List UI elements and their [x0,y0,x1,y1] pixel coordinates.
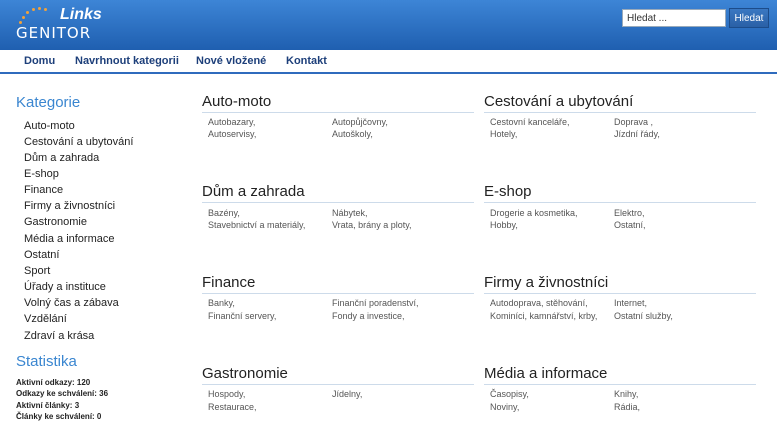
subcategory-link[interactable]: Finanční poradenství, [332,298,419,308]
sidebar-item-eshop[interactable]: E-shop [24,168,59,180]
search-input[interactable] [622,9,726,27]
header-bar [0,0,777,50]
nav-new-added[interactable]: Nové vložené [196,55,267,67]
subcategory-link[interactable]: Finanční servery, [208,311,277,321]
category-title[interactable]: E-shop [484,183,532,200]
category-block [202,182,474,203]
category-title[interactable]: Finance [202,274,256,291]
subcategory-link[interactable]: Jídelny, [332,389,363,399]
subcategory-link[interactable]: Časopisy, [490,389,529,399]
site-logo[interactable] [16,4,126,46]
sidebar-item-finance[interactable]: Finance [24,184,64,196]
main-nav [0,50,777,74]
sidebar-categories-title: Kategorie [16,94,81,111]
subcategory-link[interactable]: Noviny, [490,402,520,412]
subcategory-link[interactable]: Nábytek, [332,208,368,218]
category-block [202,273,474,294]
sidebar-item-sport[interactable]: Sport [24,265,51,277]
category-title[interactable]: Firmy a živnostníci [484,274,609,291]
subcategory-link[interactable]: Bazény, [208,208,240,218]
nav-suggest-category[interactable]: Navrhnout kategorii [75,55,179,67]
category-title[interactable]: Gastronomie [202,365,288,382]
subcategory-link[interactable]: Internet, [614,298,648,308]
logo-text-links: Links [60,6,102,23]
sidebar-item-dum-zahrada[interactable]: Dům a zahrada [24,152,100,164]
sidebar-stats-title: Statistika [16,353,77,370]
category-block [484,273,756,294]
sidebar-item-gastronomie[interactable]: Gastronomie [24,216,87,228]
category-title[interactable]: Dům a zahrada [202,183,305,200]
subcategory-link[interactable]: Banky, [208,298,235,308]
category-title[interactable]: Média a informace [484,365,608,382]
subcategory-link[interactable]: Autoškoly, [332,129,373,139]
subcategory-link[interactable]: Knihy, [614,389,639,399]
logo-text-genitor: GENITOR [16,24,92,42]
category-title[interactable]: Auto-moto [202,93,272,110]
subcategory-link[interactable]: Hotely, [490,129,518,139]
category-title[interactable]: Cestování a ubytování [484,93,634,110]
subcategory-link[interactable]: Autopůjčovny, [332,117,388,127]
subcategory-link[interactable]: Doprava , [614,117,654,127]
subcategory-link[interactable]: Autodoprava, stěhování, [490,298,588,308]
nav-contact[interactable]: Kontakt [286,55,327,67]
subcategory-link[interactable]: Drogerie a kosmetika, [490,208,578,218]
subcategory-link[interactable]: Hospody, [208,389,246,399]
category-block [484,182,756,203]
sidebar-item-cestovani[interactable]: Cestování a ubytování [24,136,134,148]
sidebar-item-ostatni[interactable]: Ostatní [24,249,60,261]
sidebar-item-media[interactable]: Média a informace [24,233,115,245]
subcategory-link[interactable]: Vrata, brány a ploty, [332,220,412,230]
sidebar-item-zdravi[interactable]: Zdraví a krása [24,330,95,342]
subcategory-link[interactable]: Kominíci, kamnářství, krby, [490,311,598,321]
subcategory-link[interactable]: Ostatní služby, [614,311,673,321]
category-block [484,364,756,385]
sidebar-item-auto-moto[interactable]: Auto-moto [24,120,75,132]
stat-active-articles: Aktivní články: 3 [16,401,80,410]
subcategory-link[interactable]: Restaurace, [208,402,257,412]
category-block [202,364,474,385]
subcategory-link[interactable]: Jízdní řády, [614,129,660,139]
sidebar-item-volny-cas[interactable]: Volný čas a zábava [24,297,119,309]
subcategory-link[interactable]: Elektro, [614,208,645,218]
stat-pending-links: Odkazy ke schválení: 36 [16,389,109,398]
category-block [484,92,756,113]
subcategory-link[interactable]: Fondy a investice, [332,311,405,321]
sidebar-item-urady[interactable]: Úřady a instituce [24,281,106,293]
category-block [202,92,474,113]
subcategory-link[interactable]: Stavebnictví a materiály, [208,220,306,230]
subcategory-link[interactable]: Ostatní, [614,220,646,230]
search-button[interactable]: Hledat [729,8,769,28]
sidebar-item-vzdelani[interactable]: Vzdělání [24,313,67,325]
subcategory-link[interactable]: Autobazary, [208,117,256,127]
stat-pending-articles: Články ke schválení: 0 [16,412,102,421]
subcategory-link[interactable]: Autoservisy, [208,129,257,139]
subcategory-link[interactable]: Rádia, [614,402,641,412]
logo-dots-icon [16,4,46,24]
subcategory-link[interactable]: Hobby, [490,220,518,230]
sidebar-item-firmy[interactable]: Firmy a živnostníci [24,200,116,212]
nav-home[interactable]: Domu [24,55,56,67]
stat-active-links: Aktivní odkazy: 120 [16,378,91,387]
subcategory-link[interactable]: Cestovní kanceláře, [490,117,570,127]
